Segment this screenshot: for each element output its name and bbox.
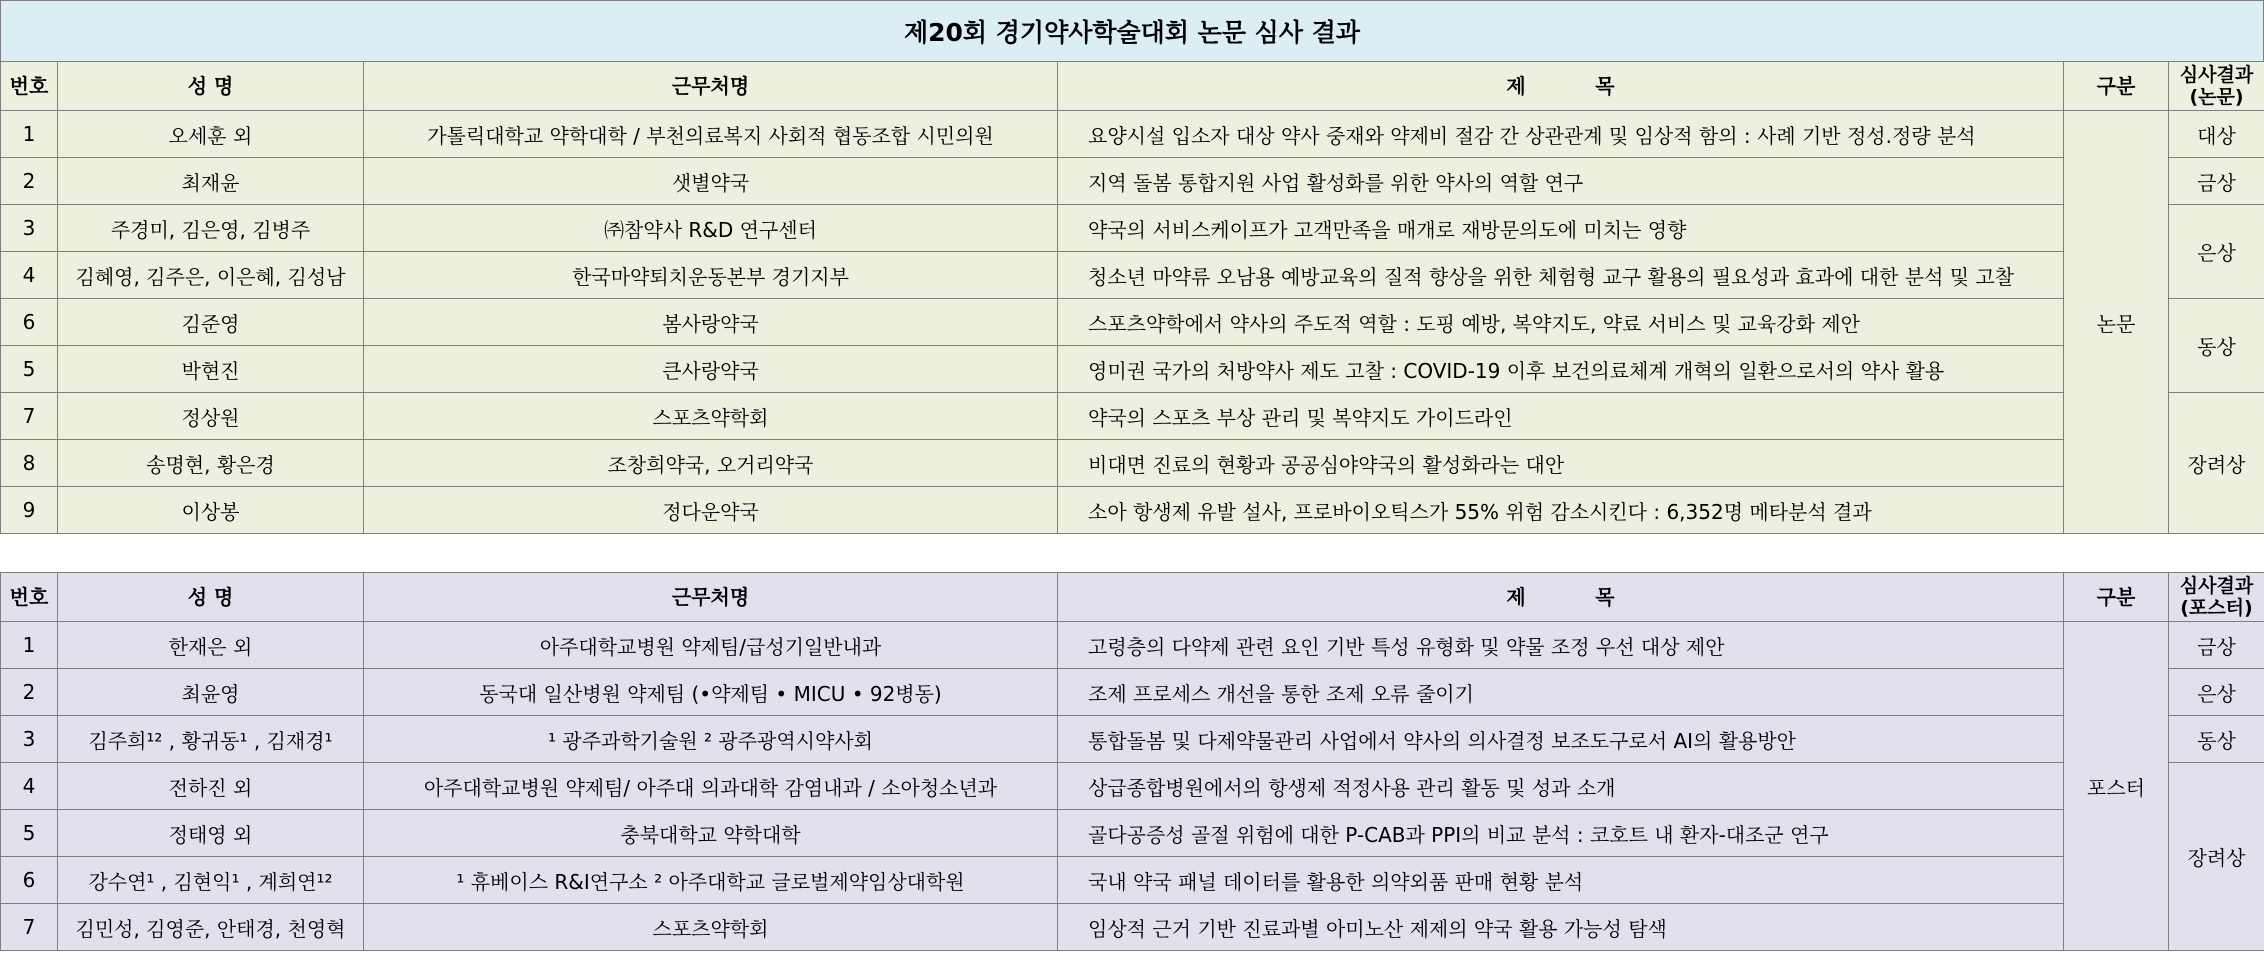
header-result: 심사결과 (논문): [2169, 62, 2264, 111]
header-result: 심사결과 (포스터): [2169, 573, 2264, 622]
row-title: 청소년 마약류 오남용 예방교육의 질적 향상을 위한 체험형 교구 활용의 필요성과 효과에 대한 분석 및 고찰: [1058, 252, 2064, 299]
result-cell: 동상: [2169, 299, 2264, 393]
page-title: 제20회 경기약사학술대회 논문 심사 결과: [0, 0, 2264, 62]
row-workplace: 아주대학교병원 약제팀/ 아주대 의과대학 감염내과 / 소아청소년과: [364, 763, 1058, 810]
row-title: 요양시설 입소자 대상 약사 중재와 약제비 절감 간 상관관계 및 임상적 함의 : 사례 기반 정성.정량 분석: [1058, 111, 2064, 158]
table-row: [1, 669, 2264, 716]
row-no: 4: [1, 763, 58, 810]
table-row: [1, 299, 2264, 346]
header-workplace: 근무처명: [364, 573, 1058, 622]
table-row: [1, 346, 2264, 393]
header-name: 성 명: [58, 573, 364, 622]
result-cell: 장려상: [2169, 763, 2264, 951]
row-name: 정태영 외: [58, 810, 364, 857]
row-workplace: 가톨릭대학교 약학대학 / 부천의료복지 사회적 협동조합 시민의원: [364, 111, 1058, 158]
row-title: 지역 돌봄 통합지원 사업 활성화를 위한 약사의 역할 연구: [1058, 158, 2064, 205]
row-title: 국내 약국 패널 데이터를 활용한 의약외품 판매 현황 분석: [1058, 857, 2064, 904]
row-name: 주경미, 김은영, 김병주: [58, 205, 364, 252]
table-row: [1, 622, 2264, 669]
row-no: 5: [1, 810, 58, 857]
row-workplace: 충북대학교 약학대학: [364, 810, 1058, 857]
row-workplace: 큰사랑약국: [364, 346, 1058, 393]
row-title: 소아 항생제 유발 설사, 프로바이오틱스가 55% 위험 감소시킨다 : 6,352명 메타분석 결과: [1058, 487, 2064, 534]
table-row: [1, 904, 2264, 951]
row-workplace: 정다운약국: [364, 487, 1058, 534]
row-title: 고령층의 다약제 관련 요인 기반 특성 유형화 및 약물 조정 우선 대상 제안: [1058, 622, 2064, 669]
row-name: 전하진 외: [58, 763, 364, 810]
row-no: 2: [1, 669, 58, 716]
header-no: 번호: [1, 573, 58, 622]
header-workplace: 근무처명: [364, 62, 1058, 111]
table-row: [1, 716, 2264, 763]
row-title: 약국의 서비스케이프가 고객만족을 매개로 재방문의도에 미치는 영향: [1058, 205, 2064, 252]
table-row: [1, 205, 2264, 252]
table-row: [1, 763, 2264, 810]
row-name: 김주희¹² , 황귀동¹ , 김재경¹: [58, 716, 364, 763]
row-name: 최재윤: [58, 158, 364, 205]
row-workplace: ¹ 휴베이스 R&I연구소 ² 아주대학교 글로벌제약임상대학원: [364, 857, 1058, 904]
row-name: 한재은 외: [58, 622, 364, 669]
row-name: 최윤영: [58, 669, 364, 716]
row-no: 1: [1, 111, 58, 158]
row-name: 강수연¹ , 김현익¹ , 계희연¹²: [58, 857, 364, 904]
row-title: 상급종합병원에서의 항생제 적정사용 관리 활동 및 성과 소개: [1058, 763, 2064, 810]
header-name: 성 명: [58, 62, 364, 111]
result-cell: 대상: [2169, 111, 2264, 158]
row-workplace: ㈜참약사 R&D 연구센터: [364, 205, 1058, 252]
row-workplace: 스포츠약학회: [364, 393, 1058, 440]
row-workplace: 조창희약국, 오거리약국: [364, 440, 1058, 487]
table-row: [1, 111, 2264, 158]
poster-results-table: [0, 572, 2264, 951]
table-row: [1, 440, 2264, 487]
row-workplace: 봄사랑약국: [364, 299, 1058, 346]
row-name: 김민성, 김영준, 안태경, 천영혁: [58, 904, 364, 951]
result-cell: 은상: [2169, 669, 2264, 716]
header-no: 번호: [1, 62, 58, 111]
row-no: 8: [1, 440, 58, 487]
row-name: 이상봉: [58, 487, 364, 534]
row-title: 약국의 스포츠 부상 관리 및 복약지도 가이드라인: [1058, 393, 2064, 440]
row-workplace: 스포츠약학회: [364, 904, 1058, 951]
row-workplace: ¹ 광주과학기술원 ² 광주광역시약사회: [364, 716, 1058, 763]
row-name: 송명현, 황은경: [58, 440, 364, 487]
row-workplace: 동국대 일산병원 약제팀 (•약제팀 • MICU • 92병동): [364, 669, 1058, 716]
row-workplace: 한국마약퇴치운동본부 경기지부: [364, 252, 1058, 299]
paper-results-table: [0, 61, 2264, 534]
row-name: 정상원: [58, 393, 364, 440]
result-cell: 장려상: [2169, 393, 2264, 534]
row-title: 통합돌봄 및 다제약물관리 사업에서 약사의 의사결정 보조도구로서 AI의 활용방안: [1058, 716, 2064, 763]
category-cell: 포스터: [2064, 622, 2169, 951]
row-workplace: 아주대학교병원 약제팀/급성기일반내과: [364, 622, 1058, 669]
table-row: [1, 810, 2264, 857]
row-title: 조제 프로세스 개선을 통한 조제 오류 줄이기: [1058, 669, 2064, 716]
result-cell: 금상: [2169, 622, 2264, 669]
table-row: [1, 158, 2264, 205]
row-no: 7: [1, 904, 58, 951]
header-category: 구분: [2064, 573, 2169, 622]
row-no: 6: [1, 857, 58, 904]
result-cell: 동상: [2169, 716, 2264, 763]
row-no: 4: [1, 252, 58, 299]
row-no: 1: [1, 622, 58, 669]
row-name: 박현진: [58, 346, 364, 393]
row-no: 6: [1, 299, 58, 346]
row-name: 오세훈 외: [58, 111, 364, 158]
row-workplace: 샛별약국: [364, 158, 1058, 205]
header-category: 구분: [2064, 62, 2169, 111]
row-no: 2: [1, 158, 58, 205]
row-no: 9: [1, 487, 58, 534]
result-cell: 금상: [2169, 158, 2264, 205]
row-no: 5: [1, 346, 58, 393]
table-row: [1, 487, 2264, 534]
row-title: 비대면 진료의 현황과 공공심야약국의 활성화라는 대안: [1058, 440, 2064, 487]
header-title: 제 목: [1058, 62, 2064, 111]
row-title: 골다공증성 골절 위험에 대한 P-CAB과 PPI의 비교 분석 : 코호트 내 환자-대조군 연구: [1058, 810, 2064, 857]
table-row: [1, 252, 2264, 299]
category-cell: 논문: [2064, 111, 2169, 534]
table-row: [1, 393, 2264, 440]
row-name: 김준영: [58, 299, 364, 346]
result-cell: 은상: [2169, 205, 2264, 299]
table-row: [1, 857, 2264, 904]
row-name: 김혜영, 김주은, 이은혜, 김성남: [58, 252, 364, 299]
row-title: 임상적 근거 기반 진료과별 아미노산 제제의 약국 활용 가능성 탐색: [1058, 904, 2064, 951]
row-no: 3: [1, 205, 58, 252]
row-title: 스포츠약학에서 약사의 주도적 역할 : 도핑 예방, 복약지도, 약료 서비스 및 교육강화 제안: [1058, 299, 2064, 346]
header-title: 제 목: [1058, 573, 2064, 622]
row-no: 7: [1, 393, 58, 440]
row-title: 영미권 국가의 처방약사 제도 고찰 : COVID-19 이후 보건의료체계 개혁의 일환으로서의 약사 활용: [1058, 346, 2064, 393]
row-no: 3: [1, 716, 58, 763]
